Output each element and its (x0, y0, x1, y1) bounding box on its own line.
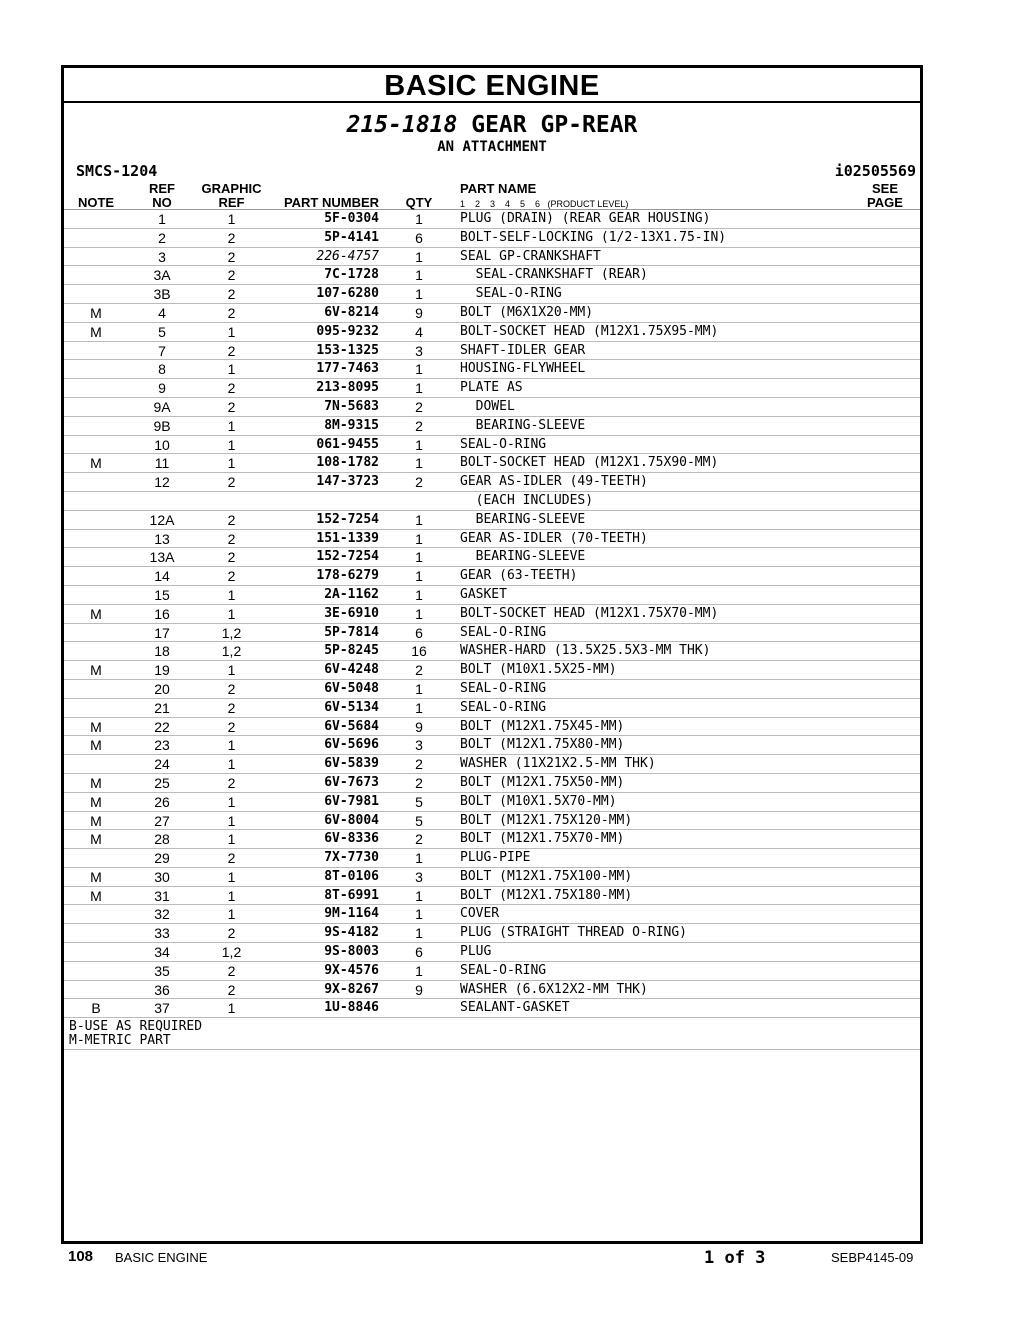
graphic-ref-cell: 2 (227, 718, 236, 735)
table-row (64, 981, 920, 1000)
ref-no-cell: 26 (154, 793, 170, 810)
graphic-ref-cell: 2 (227, 380, 236, 397)
ref-no-cell: 9A (153, 398, 171, 415)
table-row (64, 530, 920, 549)
graphic-ref-cell: 2 (227, 342, 236, 359)
part-name-cell: BOLT (M12X1.75X70-MM) (460, 831, 625, 847)
ref-no-cell: 3B (153, 286, 171, 303)
part-name-cell: GASKET (460, 586, 507, 602)
note-cell: M (90, 304, 102, 321)
part-name-cell: SEALANT-GASKET (460, 1000, 570, 1016)
graphic-ref-cell: 1 (227, 605, 236, 622)
ref-no-cell: 35 (154, 962, 170, 979)
page-footer (0, 1248, 1020, 1268)
qty-cell: 2 (415, 831, 423, 848)
graphic-ref-cell: 2 (227, 925, 236, 942)
part-number-cell: 9S-4182 (324, 925, 379, 941)
col-qty: QTY (405, 195, 433, 210)
graphic-ref-cell: 1 (227, 436, 236, 453)
qty-cell: 1 (415, 906, 423, 923)
table-row (64, 605, 920, 624)
part-number-cell: 5P-7814 (324, 624, 379, 640)
ref-no-cell: 13A (149, 549, 175, 566)
part-number-cell: 5P-8245 (324, 643, 379, 659)
group-subtitle: AN ATTACHMENT (437, 139, 547, 155)
qty-cell: 9 (415, 718, 423, 735)
part-name-cell: BOLT (M12X1.75X100-MM) (460, 868, 633, 884)
qty-cell: 1 (415, 680, 423, 697)
part-name-cell: PLATE AS (460, 380, 523, 396)
table-row (64, 718, 920, 737)
ref-no-cell: 5 (158, 323, 166, 340)
parts-table-body (64, 210, 920, 1018)
qty-cell: 2 (415, 398, 423, 415)
table-row (64, 887, 920, 906)
qty-cell: 1 (415, 286, 423, 303)
graphic-ref-cell: 1,2 (221, 624, 242, 641)
qty-cell: 2 (415, 662, 423, 679)
qty-cell: 4 (415, 323, 423, 340)
part-number-cell: 152-7254 (316, 549, 379, 565)
graphic-ref-cell: 1 (227, 868, 236, 885)
part-number-cell: 6V-8004 (324, 812, 379, 828)
qty-cell: 1 (415, 436, 423, 453)
ref-no-cell: 23 (154, 737, 170, 754)
ref-no-cell: 22 (154, 718, 170, 735)
ref-no-cell: 16 (154, 605, 170, 622)
qty-cell: 2 (415, 417, 423, 434)
part-number-cell: 9S-8003 (324, 944, 379, 960)
part-name-cell: BOLT-SOCKET HEAD (M12X1.75X90-MM) (460, 455, 719, 471)
qty-cell: 1 (415, 267, 423, 284)
graphic-ref-cell: 2 (227, 568, 236, 585)
ref-no-cell: 18 (154, 643, 170, 660)
part-number-cell: 6V-7981 (324, 793, 379, 809)
table-row (64, 360, 920, 379)
table-row (64, 210, 920, 229)
part-name-cell: HOUSING-FLYWHEEL (460, 361, 586, 377)
part-name-cell: BOLT (M12X1.75X180-MM) (460, 887, 633, 903)
ref-no-cell: 20 (154, 680, 170, 697)
col-ref-2: NO (152, 195, 172, 210)
graphic-ref-cell: 1 (227, 906, 236, 923)
table-row (64, 586, 920, 605)
part-name-cell: PLUG-PIPE (460, 850, 531, 866)
qty-cell: 1 (415, 568, 423, 585)
note-cell: M (90, 868, 102, 885)
table-row (64, 511, 920, 530)
part-name-cell: BEARING-SLEEVE (460, 417, 586, 433)
table-row (64, 868, 920, 887)
ref-no-cell: 8 (158, 361, 166, 378)
qty-cell: 1 (415, 887, 423, 904)
part-number-cell: 9X-8267 (324, 981, 379, 997)
part-number-cell: 5P-4141 (324, 229, 379, 245)
ref-no-cell: 25 (154, 774, 170, 791)
part-name-cell: SEAL GP-CRANKSHAFT (460, 248, 601, 264)
part-name-cell: BOLT (M6X1X20-MM) (460, 304, 594, 320)
graphic-ref-cell: 2 (227, 699, 236, 716)
qty-cell: 1 (415, 211, 423, 227)
ref-no-cell: 17 (154, 624, 170, 641)
graphic-ref-cell: 2 (227, 549, 236, 566)
meta-row (64, 160, 920, 182)
table-row (64, 962, 920, 981)
part-name-cell: SHAFT-IDLER GEAR (460, 342, 586, 358)
part-name-cell: SEAL-O-RING (460, 699, 547, 715)
part-name-cell: (EACH INCLUDES) (460, 492, 594, 508)
part-number-cell: 8T-0106 (324, 868, 379, 884)
group-part-number: 215-1818 (346, 112, 458, 138)
ref-no-cell: 12 (154, 474, 170, 491)
table-row (64, 943, 920, 962)
part-number-cell: 5F-0304 (324, 211, 379, 226)
note-cell: M (90, 793, 102, 810)
table-row (64, 699, 920, 718)
table-row (64, 454, 920, 473)
ref-no-cell: 3 (158, 248, 166, 265)
qty-cell: 6 (415, 624, 423, 641)
group-name: GEAR GP-REAR (471, 112, 638, 138)
ref-no-cell: 34 (154, 944, 170, 961)
table-row (64, 323, 920, 342)
qty-cell: 1 (415, 850, 423, 867)
part-number-cell: 213-8095 (316, 380, 379, 396)
table-row (64, 830, 920, 849)
part-name-cell: COVER (460, 906, 500, 922)
part-name-cell: DOWEL (460, 398, 515, 414)
ref-no-cell: 24 (154, 756, 170, 773)
graphic-ref-cell: 1 (227, 211, 236, 227)
page-of: 1 of 3 (704, 1248, 766, 1268)
qty-cell: 1 (415, 925, 423, 942)
graphic-ref-cell: 1,2 (221, 643, 242, 660)
ref-no-cell: 31 (154, 887, 170, 904)
part-name-cell: SEAL-O-RING (460, 680, 547, 696)
table-row (64, 229, 920, 248)
part-name-cell: PLUG (DRAIN) (REAR GEAR HOUSING) (460, 211, 711, 226)
table-row (64, 999, 920, 1018)
note-cell: M (90, 455, 102, 472)
table-row (64, 642, 920, 661)
part-number-cell: 6V-7673 (324, 774, 379, 790)
graphic-ref-cell: 2 (227, 248, 236, 265)
table-row (64, 417, 920, 436)
part-name-cell: BOLT (M12X1.75X80-MM) (460, 737, 625, 753)
table-row (64, 342, 920, 361)
part-number-cell: 178-6279 (316, 568, 379, 584)
graphic-ref-cell: 1 (227, 793, 236, 810)
qty-cell: 1 (415, 586, 423, 603)
qty-cell: 1 (415, 605, 423, 622)
qty-cell: 3 (415, 868, 423, 885)
graphic-ref-cell: 1,2 (221, 944, 242, 961)
part-number-cell: 9M-1164 (324, 906, 379, 922)
table-row (64, 248, 920, 267)
ref-no-cell: 36 (154, 981, 170, 998)
graphic-ref-cell: 1 (227, 662, 236, 679)
part-name-cell: WASHER (6.6X12X2-MM THK) (460, 981, 648, 997)
qty-cell: 5 (415, 812, 423, 829)
part-name-cell: GEAR AS-IDLER (49-TEETH) (460, 474, 648, 490)
part-number-cell: 7X-7730 (324, 850, 379, 866)
ref-no-cell: 29 (154, 850, 170, 867)
ref-no-cell: 32 (154, 906, 170, 923)
part-number-cell: 6V-8214 (324, 304, 379, 320)
part-name-cell: SEAL-O-RING (460, 436, 547, 452)
note-cell: M (90, 737, 102, 754)
ref-no-cell: 7 (158, 342, 166, 359)
part-number-cell: 3E-6910 (324, 605, 379, 621)
qty-cell: 2 (415, 474, 423, 491)
graphic-ref-cell: 2 (227, 474, 236, 491)
note-cell: M (90, 887, 102, 904)
footer-section: BASIC ENGINE (115, 1250, 208, 1265)
ref-no-cell: 27 (154, 812, 170, 829)
note-cell: M (90, 323, 102, 340)
part-number-cell: 6V-5684 (324, 718, 379, 734)
graphic-ref-cell: 2 (227, 286, 236, 303)
part-number-cell: 2A-1162 (324, 586, 379, 602)
ref-no-cell: 15 (154, 586, 170, 603)
col-see-page-1: SEE (871, 181, 898, 196)
table-row (64, 661, 920, 680)
part-name-cell: BEARING-SLEEVE (460, 511, 586, 527)
part-name-cell: BOLT-SOCKET HEAD (M12X1.75X70-MM) (460, 605, 719, 621)
table-header (64, 182, 920, 210)
col-part-name: PART NAME (460, 181, 537, 196)
part-number-cell: 6V-5696 (324, 737, 379, 753)
table-row (64, 924, 920, 943)
graphic-ref-cell: 2 (227, 680, 236, 697)
ref-no-cell: 10 (154, 436, 170, 453)
qty-cell: 2 (415, 774, 423, 791)
col-part-number: PART NUMBER (283, 195, 380, 210)
part-number-cell: 6V-8336 (324, 831, 379, 847)
table-row (64, 736, 920, 755)
col-product-level: 1 2 3 4 5 6 (PRODUCT LEVEL) (460, 199, 629, 209)
part-name-cell: BOLT-SOCKET HEAD (M12X1.75X95-MM) (460, 323, 719, 339)
note-cell: M (90, 831, 102, 848)
col-see-page-2: PAGE (867, 195, 903, 210)
note-cell: M (90, 662, 102, 679)
part-name-cell: BOLT (M12X1.75X120-MM) (460, 812, 633, 828)
part-number-cell: 151-1339 (316, 530, 379, 546)
part-name-cell: GEAR (63-TEETH) (460, 568, 578, 584)
ref-no-cell: 28 (154, 831, 170, 848)
part-name-cell: WASHER-HARD (13.5X25.5X3-MM THK) (460, 643, 711, 659)
table-row (64, 624, 920, 643)
part-number-cell: 9X-4576 (324, 962, 379, 978)
graphic-ref-cell: 2 (227, 229, 236, 246)
graphic-ref-cell: 1 (227, 323, 236, 340)
ref-no-cell: 19 (154, 662, 170, 679)
part-name-cell: SEAL-CRANKSHAFT (REAR) (460, 267, 648, 283)
doc-id: SEBP4145-09 (831, 1250, 914, 1265)
illustration-id: i02505569 (834, 162, 916, 180)
part-name-cell: GEAR AS-IDLER (70-TEETH) (460, 530, 648, 546)
table-row (64, 905, 920, 924)
part-name-cell: SEAL-O-RING (460, 624, 547, 640)
part-number-cell: 147-3723 (316, 474, 379, 490)
ref-no-cell: 33 (154, 925, 170, 942)
qty-cell: 1 (415, 248, 423, 265)
table-row (64, 285, 920, 304)
graphic-ref-cell: 2 (227, 511, 236, 528)
graphic-ref-cell: 2 (227, 981, 236, 998)
graphic-ref-cell: 1 (227, 812, 236, 829)
part-name-cell: BOLT-SELF-LOCKING (1/2-13X1.75-IN) (460, 229, 727, 245)
qty-cell: 1 (415, 549, 423, 566)
qty-cell: 6 (415, 944, 423, 961)
graphic-ref-cell: 2 (227, 398, 236, 415)
section-title: BASIC ENGINE (64, 68, 920, 103)
notes-block (64, 1018, 920, 1050)
part-name-cell: BOLT (M10X1.5X70-MM) (460, 793, 617, 809)
ref-no-cell: 1 (158, 211, 166, 227)
table-row (64, 379, 920, 398)
note-cell: M (90, 718, 102, 735)
qty-cell: 1 (415, 699, 423, 716)
part-number-cell: 6V-4248 (324, 662, 379, 678)
ref-no-cell: 21 (154, 699, 170, 716)
part-name-cell: SEAL-O-RING (460, 286, 562, 302)
qty-cell: 1 (415, 380, 423, 397)
part-name-cell: PLUG (460, 944, 492, 960)
part-number-cell: 108-1782 (316, 455, 379, 471)
ref-no-cell: 30 (154, 868, 170, 885)
table-row (64, 266, 920, 285)
qty-cell: 6 (415, 229, 423, 246)
graphic-ref-cell: 2 (227, 267, 236, 284)
part-number-cell: 8T-6991 (324, 887, 379, 903)
ref-no-cell: 2 (158, 229, 166, 246)
table-row (64, 755, 920, 774)
qty-cell: 3 (415, 737, 423, 754)
graphic-ref-cell: 1 (227, 1000, 236, 1017)
note-cell: M (90, 605, 102, 622)
graphic-ref-cell: 2 (227, 304, 236, 321)
part-number-cell: 8M-9315 (324, 417, 379, 433)
ref-no-cell: 12A (149, 511, 175, 528)
qty-cell: 3 (415, 342, 423, 359)
qty-cell: 2 (415, 756, 423, 773)
qty-cell: 1 (415, 361, 423, 378)
part-name-cell: BOLT (M12X1.75X45-MM) (460, 718, 625, 734)
table-row (64, 548, 920, 567)
graphic-ref-cell: 1 (227, 831, 236, 848)
graphic-ref-cell: 1 (227, 455, 236, 472)
part-number-cell: 153-1325 (316, 342, 379, 358)
ref-no-cell: 9 (158, 380, 166, 397)
part-number-cell: 107-6280 (316, 286, 379, 302)
part-number-cell: 6V-5134 (324, 699, 379, 715)
part-name-cell: BOLT (M12X1.75X50-MM) (460, 774, 625, 790)
graphic-ref-cell: 2 (227, 850, 236, 867)
table-row (64, 849, 920, 868)
note-m: M-METRIC PART (69, 1033, 171, 1049)
part-number-cell: 6V-5048 (324, 680, 379, 696)
qty-cell: 1 (415, 511, 423, 528)
qty-cell: 1 (415, 530, 423, 547)
col-ref-1: REF (149, 181, 175, 196)
graphic-ref-cell: 1 (227, 361, 236, 378)
group-title (64, 111, 920, 139)
graphic-ref-cell: 2 (227, 774, 236, 791)
ref-no-cell: 9B (153, 417, 171, 434)
part-number-cell: 226-4757 (316, 248, 379, 264)
part-number-cell: 061-9455 (316, 436, 379, 452)
col-graphic-ref-1: GRAPHIC (201, 181, 262, 196)
part-name-cell: WASHER (11X21X2.5-MM THK) (460, 756, 656, 772)
graphic-ref-cell: 1 (227, 417, 236, 434)
table-row (64, 398, 920, 417)
part-number-cell: 7C-1728 (324, 267, 379, 283)
ref-no-cell: 37 (154, 1000, 170, 1017)
part-name-cell: SEAL-O-RING (460, 962, 547, 978)
graphic-ref-cell: 1 (227, 737, 236, 754)
note-b: B-USE AS REQUIRED (69, 1019, 203, 1035)
part-number-cell: 6V-5839 (324, 756, 379, 772)
page-number: 108 (68, 1248, 94, 1265)
col-note: NOTE (77, 195, 115, 210)
table-row (64, 473, 920, 492)
table-row (64, 304, 920, 323)
qty-cell: 16 (411, 643, 427, 660)
ref-no-cell: 3A (153, 267, 171, 284)
part-number-cell: 7N-5683 (324, 398, 379, 414)
note-cell: M (90, 774, 102, 791)
ref-no-cell: 11 (154, 455, 170, 472)
parts-page-frame (61, 65, 923, 1244)
qty-cell: 1 (415, 962, 423, 979)
graphic-ref-cell: 2 (227, 962, 236, 979)
table-row (64, 567, 920, 586)
graphic-ref-cell: 1 (227, 586, 236, 603)
table-row (64, 492, 920, 511)
table-row (64, 812, 920, 831)
ref-no-cell: 4 (158, 304, 166, 321)
part-name-cell: PLUG (STRAIGHT THREAD O-RING) (460, 925, 687, 941)
part-name-cell: BEARING-SLEEVE (460, 549, 586, 565)
qty-cell: 5 (415, 793, 423, 810)
col-graphic-ref-2: REF (218, 195, 245, 210)
ref-no-cell: 13 (154, 530, 170, 547)
part-number-cell: 1U-8846 (324, 1000, 379, 1016)
ref-no-cell: 14 (154, 568, 170, 585)
qty-cell: 9 (415, 981, 423, 998)
note-cell: B (91, 1000, 101, 1017)
table-row (64, 774, 920, 793)
table-row (64, 793, 920, 812)
part-number-cell: 095-9232 (316, 323, 379, 339)
note-cell: M (90, 812, 102, 829)
part-number-cell: 152-7254 (316, 511, 379, 527)
graphic-ref-cell: 1 (227, 887, 236, 904)
qty-cell: 9 (415, 304, 423, 321)
table-row (64, 680, 920, 699)
graphic-ref-cell: 2 (227, 530, 236, 547)
graphic-ref-cell: 1 (227, 756, 236, 773)
table-row (64, 436, 920, 455)
part-number-cell: 177-7463 (316, 361, 379, 377)
qty-cell: 1 (415, 455, 423, 472)
smcs-code: SMCS-1204 (76, 162, 158, 180)
part-name-cell: BOLT (M10X1.5X25-MM) (460, 662, 617, 678)
